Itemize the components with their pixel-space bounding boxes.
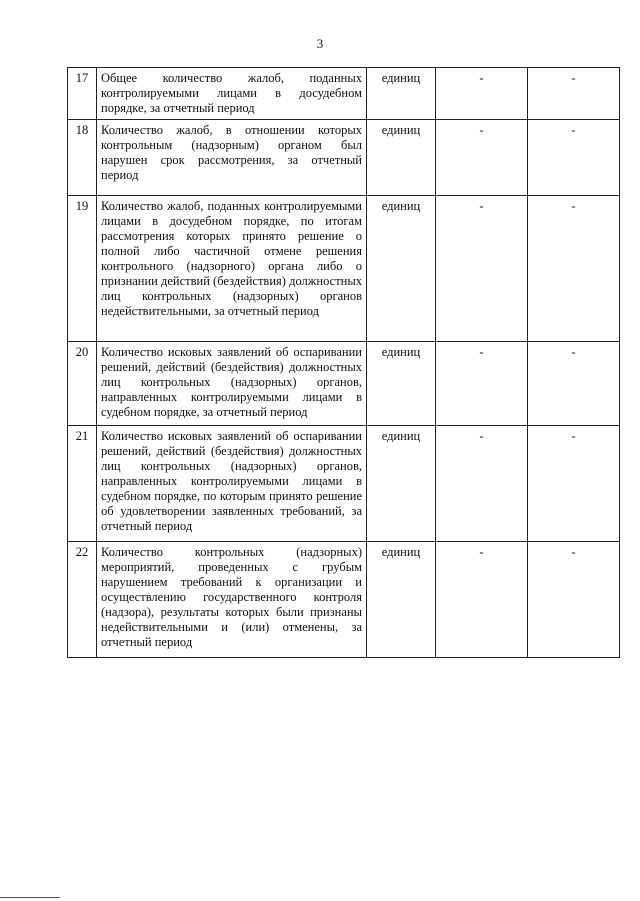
row-number: 21	[68, 426, 97, 542]
row-value-2: -	[528, 68, 620, 120]
row-description: Количество контрольных (надзорных) мероприятий, проведенных с грубым нарушением требований к организации и осуществлению государственного контроля (надзора), результаты которых были признаны недействительными и (или) отменены, за отчетный период	[97, 542, 367, 658]
row-description: Количество исковых заявлений об оспаривании решений, действий (бездействия) должностных лиц контрольных (надзорных) органов, направленных контролируемыми лицами в судебном порядке, по которым принято решение об удовлетворении заявленных требований, за отчетный период	[97, 426, 367, 542]
row-number: 22	[68, 542, 97, 658]
indicators-table	[67, 67, 620, 658]
row-unit: единиц	[367, 342, 436, 426]
table-row	[68, 426, 620, 542]
row-description: Количество жалоб, поданных контролируемыми лицами в досудебном порядке, по итогам рассмотрения которых принято решение о полной либо частичной отмене решения контрольного (надзорного) органа либо о признании действий (бездействия) должностных лиц контрольных (надзорных) органов недействительными, за отчетный период	[97, 196, 367, 342]
row-value-1: -	[436, 120, 528, 196]
row-value-1: -	[436, 542, 528, 658]
row-unit: единиц	[367, 542, 436, 658]
row-description: Общее количество жалоб, поданных контролируемыми лицами в досудебном порядке, за отчетный период	[97, 68, 367, 120]
table-row	[68, 342, 620, 426]
table-row	[68, 196, 620, 342]
row-value-2: -	[528, 426, 620, 542]
row-value-1: -	[436, 426, 528, 542]
row-value-1: -	[436, 342, 528, 426]
row-value-1: -	[436, 68, 528, 120]
row-number: 18	[68, 120, 97, 196]
row-value-2: -	[528, 120, 620, 196]
row-value-2: -	[528, 342, 620, 426]
footer-divider	[0, 897, 60, 898]
row-value-2: -	[528, 542, 620, 658]
row-number: 19	[68, 196, 97, 342]
row-number: 20	[68, 342, 97, 426]
row-unit: единиц	[367, 120, 436, 196]
table-row	[68, 120, 620, 196]
row-unit: единиц	[367, 68, 436, 120]
row-unit: единиц	[367, 426, 436, 542]
table-row	[68, 68, 620, 120]
page-number: 3	[316, 36, 324, 51]
row-unit: единиц	[367, 196, 436, 342]
row-value-1: -	[436, 196, 528, 342]
table-row	[68, 542, 620, 658]
row-number: 17	[68, 68, 97, 120]
row-value-2: -	[528, 196, 620, 342]
row-description: Количество исковых заявлений об оспаривании решений, действий (бездействия) должностных лиц контрольных (надзорных) органов, направленных контролируемыми лицами в судебном порядке, за отчетный период	[97, 342, 367, 426]
row-description: Количество жалоб, в отношении которых контрольным (надзорным) органом был нарушен срок рассмотрения, за отчетный период	[97, 120, 367, 196]
